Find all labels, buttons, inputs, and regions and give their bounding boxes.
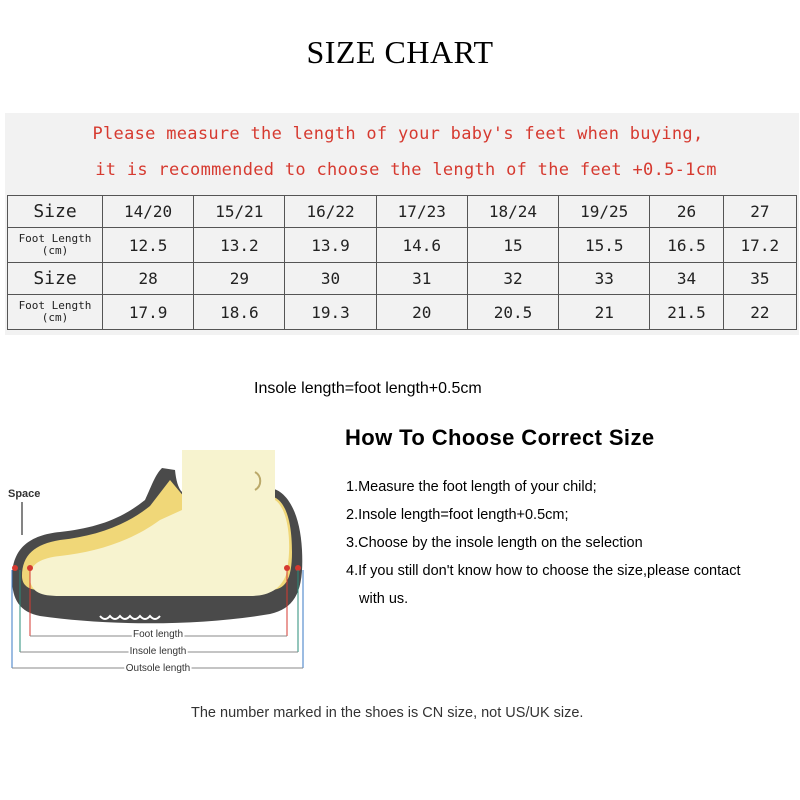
step-text-continued: with us.: [359, 591, 409, 607]
size-header: Size: [8, 196, 103, 228]
size-cell: 32: [467, 263, 558, 295]
length-cell: 15: [467, 228, 558, 263]
measure-note-line2: it is recommended to choose the length of the feet +0.5-1cm: [95, 160, 717, 180]
size-row: [8, 196, 797, 228]
size-cell: 17/23: [376, 196, 467, 228]
how-to-title: How To Choose Correct Size: [345, 425, 655, 450]
size-cell: 28: [103, 263, 194, 295]
foot-length-unit: (cm): [41, 244, 69, 257]
length-cell: 13.2: [194, 228, 285, 263]
size-cell: 27: [723, 196, 796, 228]
page-title: SIZE CHART: [306, 34, 494, 70]
length-cell: 12.5: [103, 228, 194, 263]
step-text: 4.If you still don't know how to choose the size,please contact: [346, 563, 741, 579]
size-cell: 26: [650, 196, 723, 228]
size-cell: 34: [650, 263, 723, 295]
length-cell: 15.5: [559, 228, 650, 263]
how-to-steps: [346, 473, 786, 613]
step-item: [346, 557, 786, 613]
size-cell: 14/20: [103, 196, 194, 228]
foot-length-label: Foot Length: [18, 232, 92, 245]
size-cell: 35: [723, 263, 796, 295]
size-cell: 29: [194, 263, 285, 295]
length-cell: 16.5: [650, 228, 723, 263]
step-item: 2.Insole length=foot length+0.5cm;: [346, 507, 569, 523]
length-cell: 21.5: [650, 295, 723, 330]
insole-formula-note: Insole length=foot length+0.5cm: [254, 380, 482, 397]
step-item: 1.Measure the foot length of your child;: [346, 479, 597, 495]
length-cell: 19.3: [285, 295, 376, 330]
outsole-length-label: Outsole length: [125, 663, 191, 674]
size-row: [8, 263, 797, 295]
length-cell: 20.5: [467, 295, 558, 330]
space-label: Space: [8, 488, 41, 500]
length-cell: 22: [723, 295, 796, 330]
length-cell: 14.6: [376, 228, 467, 263]
size-cell: 15/21: [194, 196, 285, 228]
size-cell: 19/25: [559, 196, 650, 228]
cn-size-note: The number marked in the shoes is CN size, not US/UK size.: [191, 705, 584, 721]
foot-length-row: [8, 295, 797, 330]
length-cell: 18.6: [194, 295, 285, 330]
measure-note-line1: Please measure the length of your baby's feet when buying,: [92, 124, 704, 144]
size-table: [7, 195, 797, 330]
length-cell: 13.9: [285, 228, 376, 263]
length-cell: 17.9: [103, 295, 194, 330]
size-cell: 30: [285, 263, 376, 295]
size-cell: 33: [559, 263, 650, 295]
insole-length-label: Insole length: [129, 646, 187, 657]
size-header: Size: [8, 263, 103, 295]
length-cell: 20: [376, 295, 467, 330]
toe-marker: [12, 565, 18, 571]
foot-length-label: Foot Length: [18, 299, 92, 312]
foot-length-header: [8, 295, 103, 330]
foot-length-label: Foot length: [132, 629, 184, 640]
foot-length-header: [8, 228, 103, 263]
shoe-diagram: [0, 440, 330, 680]
size-cell: 18/24: [467, 196, 558, 228]
length-cell: 21: [559, 295, 650, 330]
size-cell: 16/22: [285, 196, 376, 228]
foot-length-unit: (cm): [41, 311, 69, 324]
step-item: 3.Choose by the insole length on the selection: [346, 535, 643, 551]
foot-length-row: [8, 228, 797, 263]
length-cell: 17.2: [723, 228, 796, 263]
size-cell: 31: [376, 263, 467, 295]
